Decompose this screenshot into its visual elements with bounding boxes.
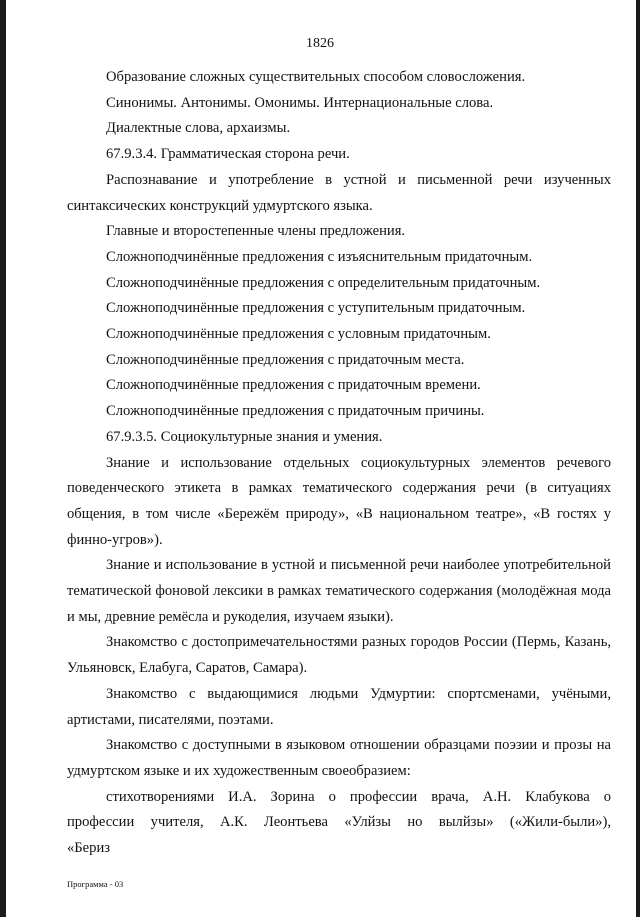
paragraph: Диалектные слова, архаизмы.	[106, 120, 291, 137]
paragraph: Знакомство с достопримечательностями разных городов России (Пермь, Казань, Ульяновск, Елабуга, Саратов, Самара).	[67, 634, 611, 677]
paragraph: Знакомство с доступными в языковом отношении образцами поэзии и прозы на удмуртском языке и их художественным своеобразием:	[67, 737, 611, 779]
scan-edge-left	[0, 0, 6, 917]
paragraph: Знание и использование в устной и письменной речи наиболее употребительной тематической фоновой лексики в рамках тематического содержания (молодёжная мода и мы, древние ремёсла и рукоделия, изучаем языки).	[67, 557, 611, 625]
footer-label: Программа - 03	[67, 879, 124, 889]
paragraph: Сложноподчинённые предложения с условным придаточным.	[106, 326, 491, 343]
section-heading: 67.9.3.4. Грамматическая сторона речи.	[106, 146, 350, 163]
paragraph: Образование сложных существительных способом словосложения.	[106, 69, 526, 85]
paragraph: Сложноподчинённые предложения с уступительным придаточным.	[106, 300, 526, 317]
document-body	[67, 65, 611, 862]
paragraph: Распознавание и употребление в устной и письменной речи изученных синтаксических конструкций удмуртского языка.	[67, 171, 611, 214]
paragraph: Сложноподчинённые предложения с определительным придаточным.	[106, 274, 541, 291]
paragraph: Знакомство с выдающимися людьми Удмуртии: спортсменами, учёными, артистами, писателями, поэтами.	[67, 685, 611, 728]
section-heading: 67.9.3.5. Социокультурные знания и умения.	[106, 428, 383, 445]
paragraph: Сложноподчинённые предложения с придаточным времени.	[106, 377, 481, 394]
paragraph: Сложноподчинённые предложения с придаточным места.	[106, 351, 465, 368]
paragraph: Знание и использование отдельных социокультурных элементов речевого поведенческого этикета в рамках тематического содержания речи (в ситуациях общения, в том числе «Бережём природу», «В национальном театре», «В гостях у финно-угров»).	[67, 454, 611, 548]
page-number: 1826	[306, 36, 334, 51]
paragraph: Главные и второстепенные члены предложения.	[106, 223, 406, 240]
paragraph: Сложноподчинённые предложения с придаточным причины.	[106, 403, 485, 420]
paragraph: Синонимы. Антонимы. Омонимы. Интернациональные слова.	[106, 94, 494, 111]
scan-edge-right	[636, 0, 640, 917]
paragraph: стихотворениями И.А. Зорина о профессии врача, А.Н. Клабукова о профессии учителя, А.К. Леонтьева «Улйзы но вылйзы» («Жили-были»), «Бериз	[67, 788, 611, 857]
paragraph: Сложноподчинённые предложения с изъяснительным придаточным.	[106, 248, 533, 265]
